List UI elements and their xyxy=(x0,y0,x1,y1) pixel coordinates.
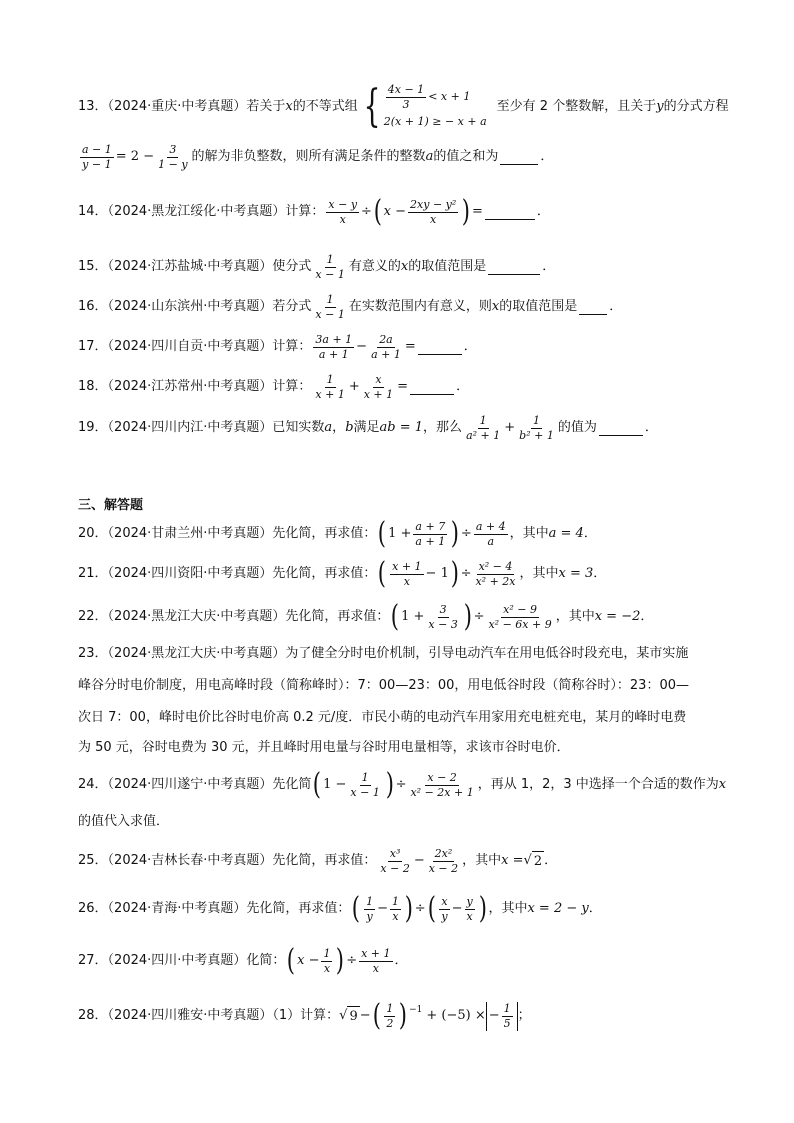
problem-20-prefix: 20．（2024·甘肃兰州·中考真题）先化简，再求值： xyxy=(78,526,377,541)
math-op: = 2 − xyxy=(115,149,155,164)
problem-13-line-1 xyxy=(78,81,729,132)
problem-16 xyxy=(78,290,724,324)
math-var: y xyxy=(656,99,664,114)
fraction-denominator: x xyxy=(323,961,331,975)
answer-blank[interactable] xyxy=(485,205,535,220)
math-var: x xyxy=(718,777,727,792)
math-op: − xyxy=(359,1008,371,1023)
punctuation: ． xyxy=(544,853,558,868)
math-expr: x = −2 xyxy=(594,609,641,624)
fraction-numerator: x² − 4 xyxy=(478,559,513,573)
math-op: ÷ xyxy=(414,901,426,916)
math-op: − xyxy=(488,1008,500,1023)
fraction-numerator: 2x² xyxy=(434,846,453,860)
problem-23-line-1: 23．（2024·黑龙江大庆·中考真题）为了健全分时电价机制，引导电动汽车在用电低谷时段充电，某市实施 xyxy=(78,646,689,661)
problem-text: 的值为 xyxy=(557,420,597,435)
math-op: = xyxy=(404,339,416,354)
punctuation: ． xyxy=(456,379,470,394)
math-expr: ab = 1 xyxy=(379,420,424,435)
punctuation: ． xyxy=(609,299,623,314)
math-op: − xyxy=(451,901,463,916)
answer-blank[interactable] xyxy=(500,150,538,165)
problem-text: 在实数范围内有意义，则 xyxy=(348,299,492,314)
fraction-denominator: x xyxy=(403,574,410,588)
fraction-numerator: a + 4 xyxy=(475,519,506,533)
sqrt-radicand: 2 xyxy=(532,851,544,872)
problem-15-prefix: 15．（2024·江苏盐城·中考真题）使分式 xyxy=(78,259,312,274)
problem-13-line-2 xyxy=(78,140,724,174)
fraction-denominator: x − 2 xyxy=(428,861,459,875)
problem-text: 的不等式组 xyxy=(292,99,358,114)
fraction-denominator: a + 1 xyxy=(318,347,349,361)
math-expr: x = 3 xyxy=(558,566,594,581)
math-op: − xyxy=(413,853,425,868)
paren-left: ( xyxy=(427,891,436,926)
punctuation: ； xyxy=(517,1008,531,1023)
math-op: − xyxy=(356,339,368,354)
fraction-numerator: x − 2 xyxy=(427,770,457,784)
math-op: = xyxy=(472,204,483,219)
brace-symbol: { xyxy=(363,81,381,132)
punctuation: ． xyxy=(542,259,556,274)
fraction-denominator: x + 1 xyxy=(363,387,394,401)
math-expr: a = 4 xyxy=(548,526,584,541)
paren-left: ( xyxy=(391,599,400,634)
inequality-rhs: < x + 1 xyxy=(428,90,471,103)
problem-text: 至少有 2 个整数解，且关于 xyxy=(496,99,657,114)
inequality-system xyxy=(384,83,487,132)
fraction-denominator: x xyxy=(430,212,437,226)
paren-left: ( xyxy=(287,943,296,978)
math-expr: 1 + xyxy=(401,609,425,624)
problem-22 xyxy=(78,598,724,636)
punctuation: ． xyxy=(394,953,408,968)
punctuation: ． xyxy=(583,526,597,541)
problem-25-prefix: 25．（2024·吉林长春·中考真题）先化简，再求值： xyxy=(78,853,377,868)
fraction-numerator: 1 xyxy=(326,372,334,386)
paren-right: ) xyxy=(450,516,460,551)
problem-text: ，其中 xyxy=(488,901,528,916)
answer-blank[interactable] xyxy=(418,340,462,355)
math-op: ÷ xyxy=(460,526,472,541)
problem-19-prefix: 19．（2024·四川内江·中考真题）已知实数 xyxy=(78,420,325,435)
problem-28-prefix: 28．（2024·四川雅安·中考真题）（1）计算： xyxy=(78,1008,340,1023)
math-expr: x − xyxy=(383,204,407,219)
problem-26-prefix: 26．（2024·青海·中考真题）先化简，再求值： xyxy=(78,901,351,916)
math-expr: 1 − xyxy=(323,777,347,792)
fraction-numerator: 1 xyxy=(326,252,334,266)
problem-26 xyxy=(78,890,724,928)
problem-text: ，那么 xyxy=(423,420,463,435)
problem-19 xyxy=(78,410,724,446)
math-op: ÷ xyxy=(346,953,358,968)
problem-28 xyxy=(78,996,724,1036)
answer-blank[interactable] xyxy=(599,421,643,436)
inequality-2: 2(x + 1) ≥ − x + a xyxy=(383,114,487,128)
punctuation: ． xyxy=(593,566,607,581)
fraction-denominator: x xyxy=(339,212,346,226)
paren-right: ) xyxy=(462,194,471,229)
fraction-denominator: x + 1 xyxy=(315,387,345,401)
absolute-value xyxy=(486,1002,518,1031)
fraction-numerator: 1 xyxy=(503,1001,511,1015)
fraction-numerator: 1 xyxy=(479,413,487,427)
problem-17 xyxy=(78,330,724,364)
punctuation: ． xyxy=(640,609,654,624)
answer-blank[interactable] xyxy=(410,380,454,395)
math-expr: x − xyxy=(297,953,320,968)
math-op: ÷ xyxy=(473,609,485,624)
sqrt-expr: √ 2 xyxy=(524,851,545,872)
math-expr: − 1 xyxy=(425,566,449,581)
fraction-numerator: x − y xyxy=(328,197,358,211)
paren-left: ( xyxy=(372,998,381,1033)
fraction-numerator: x² − 9 xyxy=(503,602,537,616)
problem-24-prefix: 24．（2024·四川遂宁·中考真题）先化简 xyxy=(78,777,312,792)
paren-right: ) xyxy=(450,556,459,591)
problem-text: 有意义的 xyxy=(348,259,401,274)
punctuation: ． xyxy=(463,339,477,354)
fraction-numerator: 1 xyxy=(392,894,400,908)
math-expr: x = xyxy=(501,853,524,868)
problem-22-prefix: 22．（2024·黑龙江大庆·中考真题）先化简，再求值： xyxy=(78,609,390,624)
math-expr: 1 + xyxy=(388,526,412,541)
math-op: ÷ xyxy=(460,566,472,581)
paren-left: ( xyxy=(373,194,382,229)
problem-text: 的取值范围是 xyxy=(408,259,487,274)
math-op: + xyxy=(348,379,360,394)
fraction-numerator: 1 xyxy=(326,292,334,306)
paren-right: ) xyxy=(336,943,345,978)
answer-blank[interactable] xyxy=(488,260,540,275)
fraction-numerator: 1 xyxy=(323,946,331,960)
problem-18-prefix: 18．（2024·江苏常州·中考真题）计算： xyxy=(78,379,312,394)
fraction-numerator: 1 xyxy=(532,413,540,427)
math-op: ÷ xyxy=(395,777,407,792)
problem-text: 的分式方程 xyxy=(663,99,729,114)
fraction-denominator: x − 2 xyxy=(380,861,410,875)
math-var: b xyxy=(345,420,354,435)
fraction-denominator: x xyxy=(392,909,399,923)
math-var: x xyxy=(491,299,500,314)
fraction-denominator: y − 1 xyxy=(82,157,112,171)
fraction-numerator: 4x − 1 xyxy=(387,82,425,96)
sqrt-radicand: 9 xyxy=(347,1006,359,1027)
fraction-denominator: 2 xyxy=(386,1016,394,1030)
fraction-denominator: 5 xyxy=(503,1016,511,1030)
math-op: = xyxy=(397,379,409,394)
problem-13-prefix: 13．（2024·重庆·中考真题）若关于 xyxy=(78,99,286,114)
fraction-denominator: x − 3 xyxy=(428,617,458,631)
fraction-denominator: x − 1 xyxy=(315,307,345,321)
fraction-denominator: x² − 6x + 9 xyxy=(488,617,552,631)
fraction-denominator: y xyxy=(441,909,448,923)
math-op: − xyxy=(377,901,389,916)
math-expr: + (−5) × xyxy=(426,1008,486,1023)
paren-left: ( xyxy=(378,516,387,551)
problem-14-prefix: 14．（2024·黑龙江绥化·中考真题）计算： xyxy=(78,204,325,219)
problem-text: 的值之和为 xyxy=(433,149,499,164)
sqrt-expr: √ 9 xyxy=(339,1006,360,1027)
paren-left: ( xyxy=(352,891,361,926)
fraction-numerator: 2a xyxy=(379,332,393,346)
fraction-denominator: x xyxy=(466,909,473,923)
fraction-denominator: a + 1 xyxy=(371,347,401,361)
problem-21 xyxy=(78,556,724,592)
problem-23-line-3: 次日 7：00，峰时电价比谷时电价高 0.2 元/度．市民小萌的电动汽车用家用充电桩充电，某月的峰时电费 xyxy=(78,710,687,725)
problem-21-prefix: 21．（2024·四川资阳·中考真题）先化简，再求值： xyxy=(78,566,377,581)
problem-18 xyxy=(78,370,724,404)
problem-14 xyxy=(78,194,724,230)
problem-17-prefix: 17．（2024·四川自贡·中考真题）计算： xyxy=(78,339,312,354)
fraction-numerator: 1 xyxy=(361,770,369,784)
fraction-numerator: 3 xyxy=(169,142,177,156)
punctuation: ． xyxy=(644,420,658,435)
fraction-numerator: a − 1 xyxy=(82,142,112,156)
paren-right: ) xyxy=(404,891,413,926)
fraction-denominator: 1 − y xyxy=(158,157,188,171)
fraction-denominator: a xyxy=(487,534,494,548)
fraction-numerator: 3a + 1 xyxy=(315,332,353,346)
fraction-denominator: x² − 2x + 1 xyxy=(410,785,474,799)
problem-text: 的解为非负整数，则所有满足条件的整数 xyxy=(191,149,426,164)
punctuation: ． xyxy=(588,901,602,916)
math-op: + xyxy=(504,420,516,435)
paren-left: ( xyxy=(378,556,387,591)
math-var: x xyxy=(285,99,293,114)
fraction-denominator: x² + 2x xyxy=(475,574,516,588)
problem-25 xyxy=(78,842,724,880)
problem-text: ，其中 xyxy=(519,566,559,581)
fraction-numerator: y xyxy=(466,894,473,908)
problem-text: ，其中 xyxy=(555,609,595,624)
fraction-denominator: x − 1 xyxy=(350,785,380,799)
punctuation: ， xyxy=(332,420,346,435)
problem-text: ，其中 xyxy=(509,526,549,541)
problem-24-line-2: 的值代入求值． xyxy=(78,814,170,829)
problem-text: ，其中 xyxy=(462,853,502,868)
paren-right: ) xyxy=(399,998,408,1033)
problem-15 xyxy=(78,250,724,284)
paren-right: ) xyxy=(478,891,487,926)
answer-blank[interactable] xyxy=(579,300,607,315)
fraction-denominator: b² + 1 xyxy=(519,428,554,442)
fraction-numerator: 2xy − y² xyxy=(410,197,457,211)
math-var: a xyxy=(425,149,434,164)
paren-left: ( xyxy=(313,767,322,802)
paren-right: ) xyxy=(463,599,472,634)
fraction-numerator: x + 1 xyxy=(361,946,391,960)
exponent: −1 xyxy=(409,1005,423,1015)
section-heading: 三、解答题 xyxy=(78,498,144,513)
problem-20 xyxy=(78,516,724,552)
problem-27 xyxy=(78,942,724,980)
problem-27-prefix: 27．（2024·四川·中考真题）化简： xyxy=(78,953,286,968)
fraction-numerator: x xyxy=(441,894,448,908)
problem-text: ，再从 1，2，3 中选择一个合适的数作为 xyxy=(477,777,719,792)
fraction-numerator: x + 1 xyxy=(392,559,422,573)
fraction-numerator: 1 xyxy=(366,894,374,908)
math-expr: x = 2 − y xyxy=(527,901,589,916)
problem-23-line-2: 峰谷分时电价制度，用电高峰时段（简称峰时）：7：00—23：00，用电低谷时段（简称谷时）：23：00— xyxy=(78,678,689,693)
fraction-denominator: x xyxy=(372,961,379,975)
punctuation: ． xyxy=(536,204,550,219)
fraction-denominator: 3 xyxy=(402,97,410,111)
fraction-numerator: 1 xyxy=(386,1001,394,1015)
problem-16-prefix: 16．（2024·山东滨州·中考真题）若分式 xyxy=(78,299,312,314)
fraction-denominator: a + 1 xyxy=(415,534,446,548)
math-var: x xyxy=(400,259,409,274)
problem-text: 满足 xyxy=(353,420,380,435)
problem-text: 的取值范围是 xyxy=(499,299,578,314)
fraction-numerator: a + 7 xyxy=(415,519,446,533)
fraction-numerator: 3 xyxy=(439,602,447,616)
math-var: a xyxy=(324,420,333,435)
fraction-denominator: a² + 1 xyxy=(466,428,501,442)
problem-24-line-1 xyxy=(78,766,727,804)
problem-23-line-4: 为 50 元，谷时电费为 30 元，并且峰时用电量与谷时用电量相等，求该市谷时电价． xyxy=(78,740,570,755)
fraction-denominator: x − 1 xyxy=(315,267,345,281)
fraction-numerator: x³ xyxy=(389,846,401,860)
fraction-numerator: x xyxy=(375,372,382,386)
punctuation: ． xyxy=(540,149,554,164)
paren-right: ) xyxy=(385,767,394,802)
math-op: ÷ xyxy=(361,204,372,219)
fraction-denominator: y xyxy=(366,909,373,923)
